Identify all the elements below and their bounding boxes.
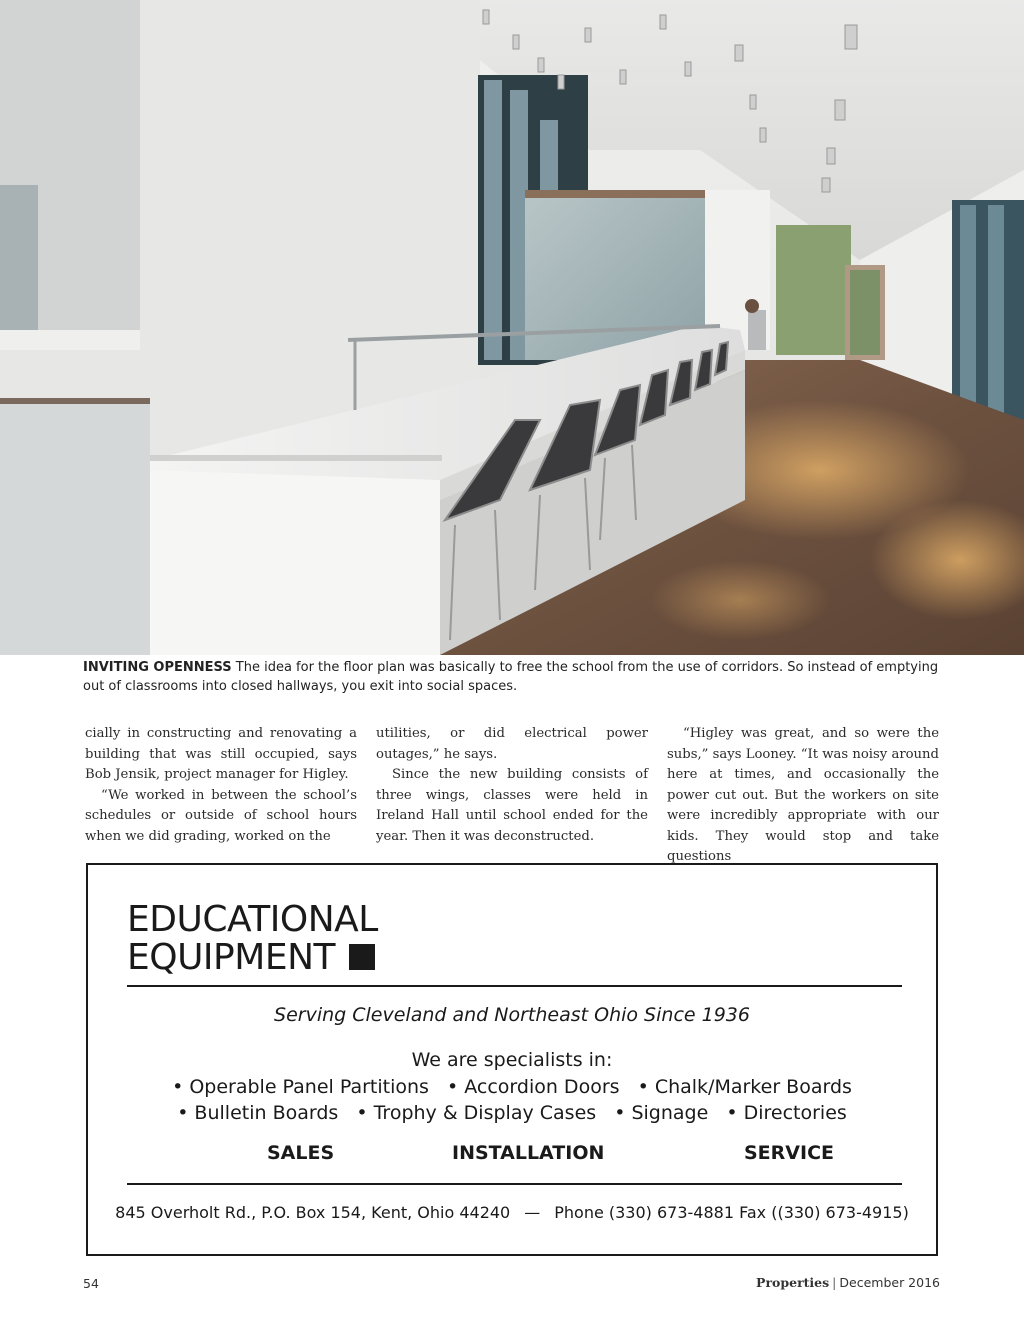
- specialty-item: • Trophy & Display Cases: [356, 1102, 597, 1124]
- specialty-item: • Bulletin Boards: [177, 1102, 339, 1124]
- ad-specialties-row-1: [88, 1075, 936, 1099]
- brand-square-icon: [349, 944, 375, 970]
- specialty-item: • Directories: [726, 1102, 847, 1124]
- article-paragraph: utilities, or did electrical power outages,” he says.: [376, 726, 648, 762]
- article-paragraph: “We worked in between the school’s schedules or outside of school hours when we did grading, worked on the: [85, 787, 357, 844]
- interior-photo: [0, 0, 1024, 655]
- specialty-item: • Chalk/Marker Boards: [637, 1076, 852, 1098]
- article-column-2: [376, 724, 648, 847]
- interior-photo-illustration: [0, 0, 1024, 655]
- ad-phone: Phone (330) 673-4881 Fax ((330) 673-4915): [554, 1203, 909, 1222]
- ad-bottom-rule: [127, 1183, 902, 1185]
- footer-publication: [756, 1275, 940, 1290]
- caption-lead: INVITING OPENNESS: [83, 660, 232, 675]
- ad-address: 845 Overholt Rd., P.O. Box 154, Kent, Ohio 44240: [115, 1203, 511, 1222]
- ad-tagline: Serving Cleveland and Northeast Ohio Since 1936: [274, 1004, 750, 1026]
- article-paragraph: Since the new building consists of three wings, classes were held in Ireland Hall until school ended for the year. Then it was deconstructed.: [376, 767, 648, 844]
- ad-dash: —: [524, 1203, 541, 1222]
- ad-top-rule: [127, 985, 902, 987]
- article-paragraph: “Higley was great, and so were the subs,” says Looney. “It was noisy around here at times, and occasionally the power cut out. But the workers on site were incredibly appropriate with our kids. They would stop and take questions: [667, 726, 939, 864]
- publication-name: Properties: [756, 1275, 830, 1290]
- ad-specialties-row-2: [88, 1101, 936, 1125]
- photo-caption: [83, 658, 953, 696]
- footer-separator: |: [832, 1275, 837, 1290]
- ad-service-service: SERVICE: [744, 1142, 834, 1164]
- ad-service-installation: INSTALLATION: [452, 1142, 605, 1164]
- specialty-item: • Accordion Doors: [446, 1076, 620, 1098]
- brand-line-1: EDUCATIONAL: [127, 899, 378, 940]
- ad-specialists-heading: We are specialists in:: [411, 1049, 613, 1071]
- ad-brand-logo: [127, 901, 378, 977]
- caption-text: The idea for the floor plan was basically to free the school from the use of corridors. So instead of emptying out of classrooms into closed hallways, you exit into social spaces.: [83, 660, 939, 694]
- issue-date: December 2016: [839, 1275, 940, 1290]
- ad-service-sales: SALES: [267, 1142, 335, 1164]
- article-column-1: [85, 724, 357, 847]
- article-paragraph: cially in constructing and renovating a building that was still occupied, says Bob Jensik, project manager for Higley.: [85, 726, 357, 782]
- specialty-item: • Signage: [614, 1102, 709, 1124]
- educational-equipment-ad: [86, 863, 938, 1256]
- specialty-item: • Operable Panel Partitions: [172, 1076, 429, 1098]
- article-column-3: [667, 724, 939, 868]
- ad-contact-line: [88, 1202, 936, 1224]
- brand-line-2: EQUIPMENT: [127, 937, 335, 978]
- page-number: 54: [83, 1276, 99, 1291]
